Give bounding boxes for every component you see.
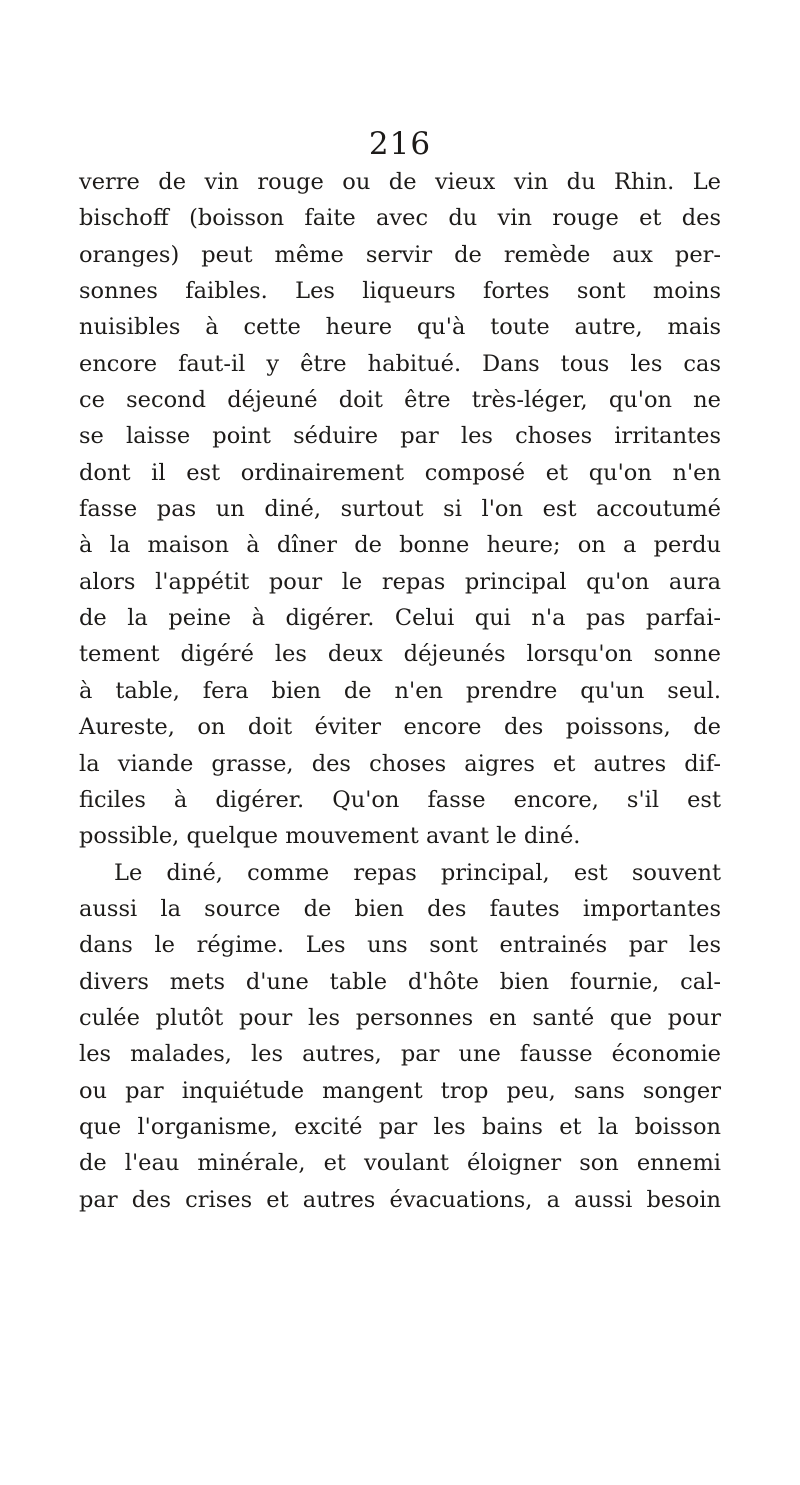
text-line: encore faut-il y être habitué. Dans tous les cas	[79, 350, 721, 377]
text-line: verre de vin rouge ou de vieux vin du Rhin. Le	[79, 169, 721, 195]
text-line: par des crises et autres évacuations, a aussi besoin	[79, 1186, 721, 1213]
text-line: nuisibles à cette heure qu'à toute autre, mais	[79, 314, 721, 341]
text-line: possible, quelque mouvement avant le diné.	[79, 823, 581, 850]
text-line: sonnes faibles. Les liqueurs fortes sont moins	[79, 278, 721, 305]
text-line: la viande grasse, des choses aigres et autres dif-	[79, 750, 721, 777]
text-line: fasse pas un diné, surtout si l'on est accoutumé	[79, 496, 721, 523]
text-line: ficiles à digérer. Qu'on fasse encore, s'il est	[79, 786, 721, 813]
text-line: dont il est ordinairement composé et qu'on n'en	[79, 459, 721, 486]
body-text	[79, 164, 721, 1218]
text-line: que l'organisme, excité par les bains et la boisson	[79, 1113, 721, 1140]
text-line: bischoff (boisson faite avec du vin rouge et des	[79, 205, 721, 232]
text-line: de l'eau minérale, et voulant éloigner son ennemi	[79, 1150, 721, 1177]
text-line: dans le régime. Les uns sont entrainés par les	[79, 932, 721, 959]
text-line: tement digéré les deux déjeunés lorsqu'on sonne	[79, 641, 721, 668]
text-line: les malades, les autres, par une fausse économie	[79, 1041, 721, 1068]
text-line: Le diné, comme repas principal, est souvent	[114, 859, 721, 886]
text-line: à la maison à dîner de bonne heure; on a perdu	[79, 532, 721, 559]
text-line: se laisse point séduire par les choses irritantes	[79, 423, 721, 450]
text-line: à table, fera bien de n'en prendre qu'un seul.	[79, 677, 721, 704]
text-line: alors l'appétit pour le repas principal qu'on aura	[79, 568, 721, 595]
text-line: culée plutôt pour les personnes en santé que pour	[79, 1004, 721, 1031]
text-line: Aureste, on doit éviter encore des poissons, de	[79, 714, 721, 741]
text-line: oranges) peut même servir de remède aux per-	[79, 241, 721, 268]
text-line: aussi la source de bien des fautes importantes	[79, 895, 721, 922]
text-line: de la peine à digérer. Celui qui n'a pas parfai-	[79, 605, 721, 632]
text-line: ou par inquiétude mangent trop peu, sans songer	[79, 1077, 721, 1104]
text-line: ce second déjeuné doit être très-léger, qu'on ne	[79, 387, 721, 414]
page-number: 216	[368, 126, 432, 162]
text-line: divers mets d'une table d'hôte bien fournie, cal-	[79, 968, 721, 995]
